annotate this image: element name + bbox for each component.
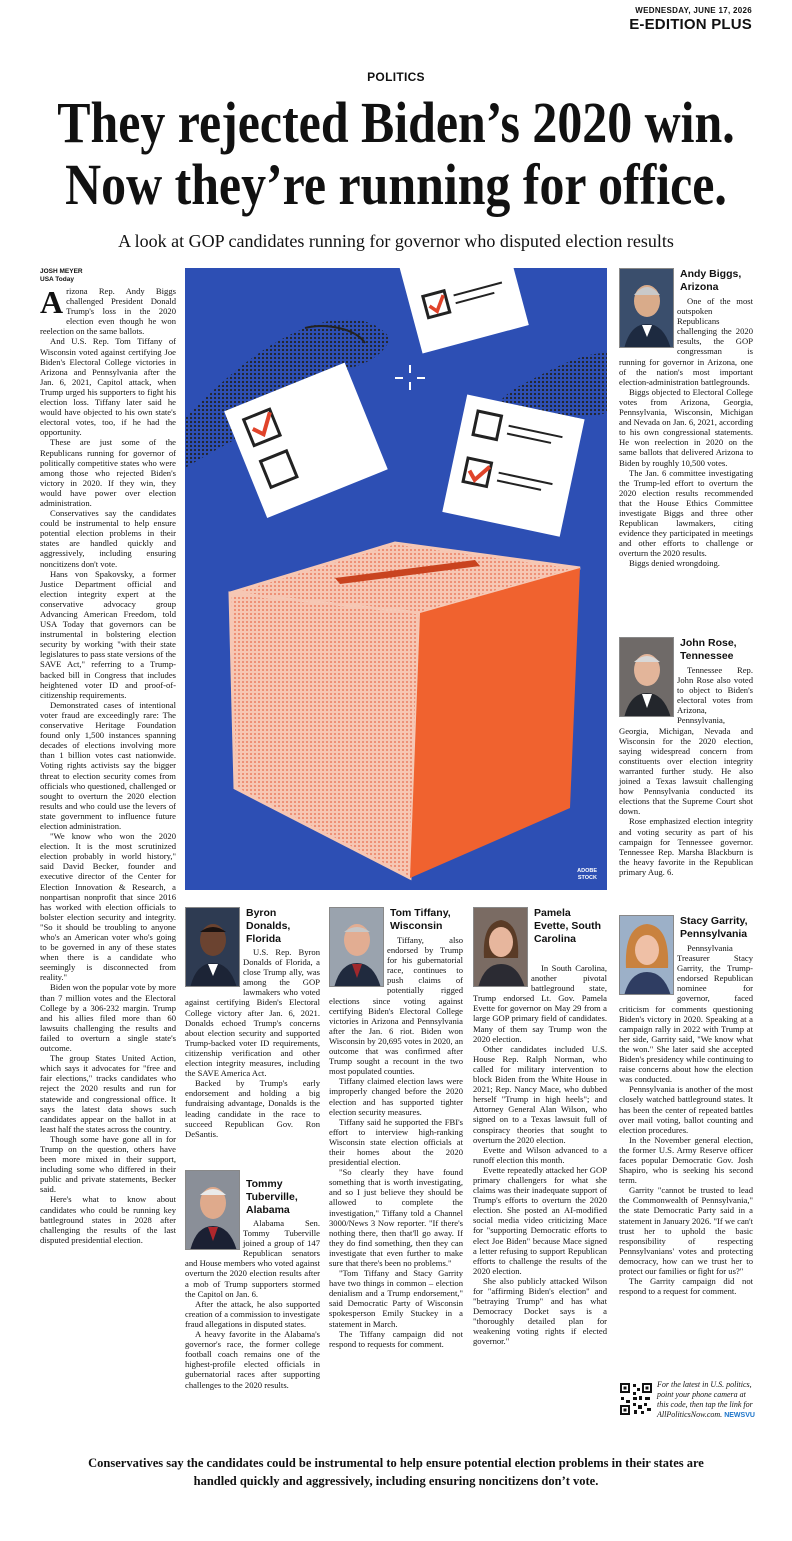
headline-line-1: They rejected Biden’s 2020 win. <box>57 90 735 155</box>
story-paragraph: These are just some of the Republicans running for governor of politically competitive states who were among those who rejected Biden's victory in 2020. If they win, they would have power over election administration. <box>40 437 176 508</box>
profile-name: Tommy Tuberville, Alabama <box>246 1178 298 1216</box>
newsvu-logo: NEWSVU <box>724 1412 755 1419</box>
byline-author: JOSH MEYER <box>40 268 83 275</box>
profile-body: Pennsylvania Treasurer Stacy Garrity, the Trump-endorsed Republican nominee for governor, faced criticism for comments questioning Biden's victory in 2020. Speaking at a campaign rally in 2022 with Trump at her side, Garrity said, "We know what the won." She later said she accepted Biden's presidency while continuing to raise concerns about how the election was conducted. Pennsylvania is another of the most closely watched battleground states. It has been the center of repeated battles over mail voting, ballot counting and election procedures. In the November general election, the former U.S. Army Reserve officer faces popular Democratic Gov. Josh Shapiro, who is seeking his second term. Garrity "cannot be trusted to lead the Commonwealth of Pennsylvania," the state Democratic Party said in a statement in January 2026. "If we can't trust her to uphold the basic responsibility of respecting Pennsylvanians' votes and protecting democracy, how can we trust her to protect our families or fight for us?" The Garrity campaign did not respond to a request for comment. <box>619 943 753 1297</box>
ballot-box-graphic <box>185 268 607 890</box>
profile-name: Tom Tiffany, Wisconsin <box>390 907 451 932</box>
section-label: POLITICS <box>367 70 425 84</box>
story-paragraph: Hans von Spakovsky, a former Justice Department official and election integrity expert at the conservative advocacy group Advancing American Freedom, told USA Today that governors can be instrumental in bolstering election security by working "with their state legislatures to pass state versions of the SAVE Act," referring to a Trump-backed bill in Congress that includes heightened voter ID and proof-of-citizenship requirements. <box>40 568 176 700</box>
edition-label: E-EDITION PLUS <box>629 16 752 33</box>
drop-cap: A <box>40 284 64 320</box>
story-paragraph: Though some have gone all in for Trump on the question, others have been more mixed in their support, including some who differed in their public and private statements, Becker said. <box>40 1133 176 1195</box>
ballot-right-graphic <box>442 394 584 536</box>
profile-name: John Rose, Tennessee <box>680 637 737 662</box>
profile-stacy-garrity <box>619 915 753 1375</box>
ballot-box-graphic-body <box>230 543 580 878</box>
ballot-box-illustration <box>185 268 607 890</box>
crosshair-icon <box>395 365 425 390</box>
art-credit: ADOBE STOCK <box>577 868 597 881</box>
qr-promo-text: For the latest in U.S. politics, point your phone camera at this code, then tap the link for AllPoliticsNow.com. NEWSVU <box>657 1380 755 1419</box>
story-paragraph: The group States United Action, which says it advocates for "free and fair elections," tracks candidates who reject the 2020 results and run for statewide and congressional office. It says the latest data shows such candidates appear on the ballot in at least half the states across the country. <box>40 1053 176 1134</box>
profile-body: One of the most outspoken Republicans challenging the 2020 results, the GOP congressman is running for governor in Arizona, one of the nation's most important election-administration battlegrounds. Biggs objected to Electoral College votes from Arizona, Georgia, Pennsylvania, Wisconsin, Michigan and Nevada on Jan. 6, 2021, according to his own congressional statements. He won reelection in 2020 on the same ballots that delivered Arizona to Biden by roughly 10,500 votes. The Jan. 6 committee investigating the Trump-led effort to overturn the 2020 election results recommended that the House Ethics Committee investigate Biggs and three other Republican lawmakers, citing evidence they participated in meetings and other efforts to challenge or overturn the 2020 results. Biggs denied wrongdoing. <box>619 296 753 569</box>
story-paragraph: Biden won the popular vote by more than 7 million votes and the Electoral College by a 306-232 margin. Trump and his allies filed more than 60 lawsuits challenging the results and failed to overturn a single state's outcome. <box>40 982 176 1054</box>
profile-pamela-evette <box>473 907 607 1438</box>
masthead <box>629 6 752 33</box>
byline-org: USA Today <box>40 276 74 283</box>
pull-quote: Conservatives say the candidates could be instrumental to help ensure potential election problems in their states are handled quickly and aggressively, including ensuring noncitizens don’t vote. <box>88 1456 704 1488</box>
profile-andy-biggs <box>619 268 753 628</box>
story-paragraph: Here's what to know about candidates who could be running key battleground states in 2028 after challenging the results of the last disputed presidential election. <box>40 1194 176 1245</box>
main-story-column <box>40 268 176 1438</box>
profile-name: Pamela Evette, South Carolina <box>534 907 602 945</box>
profile-body: Tiffany, also endorsed by Trump for his gubernatorial race, continues to push claims of potentially rigged elections since voting against certifying Biden's Electoral College victories in Arizona and Pennsylvania after the Jan. 6 riot. Biden won Wisconsin by 20,695 votes in 2020, an outcome that was confirmed after Trump sought a recount in the two most populated counties. Tiffany claimed election laws were improperly changed before the 2020 election and has supported tighter election security measures. Tiffany said he supported the FBI's effort to interview high-ranking Wisconsin state election officials at their homes about the 2020 presidential election. "So clearly they have found something that is worth investigating, and so I just believe they should be allowed to complete the investigation," Tiffany told a Channel 3000/News 3 Now reporter. "If there's nothing there, then that'll go away. If they do find something, then they can investigate that even further to make sure that there's been no problems." "Tom Tiffany and Stacy Garrity have two things in common – election denialism and a Trump endorsement," said Democratic Party of Wisconsin spokesperson Emily Stuckey in a statement in March. The Tiffany campaign did not respond to requests for comment. <box>329 935 463 1349</box>
profile-body: Tennessee Rep. John Rose also voted to object to Biden's electoral votes from Arizona, Pennsylvania, Georgia, Michigan, Nevada and Wisconsin for the 2020 election, saying widespread concern from constituents over election integrity warranted further study. He also joined a Texas lawsuit challenging how Pennsylvania conducted its elections that the Supreme Court shot down. Rose emphasized election integrity and voting security as part of his campaign for Tennessee governor. Tennessee Rep. Marsha Blackburn is the heavy favorite in the Republican primary Aug. 6. <box>619 665 753 877</box>
headline <box>55 92 736 216</box>
deck: A look at GOP candidates running for governor who disputed election results <box>118 231 674 251</box>
qr-code-icon[interactable] <box>619 1382 653 1416</box>
profile-name: Andy Biggs, Arizona <box>680 268 742 293</box>
edition-date: WEDNESDAY, JUNE 17, 2026 <box>635 6 752 15</box>
profile-tom-tiffany <box>329 907 463 1438</box>
story-paragraph: Demonstrated cases of intentional voter fraud are exceedingly rare: The conservative Heritage Foundation found only 1,500 instances spanning decades of elections involving more than 1 billion votes cast nationwide. Voting rights activists say the bigger threat to election security comes from officials who questioned, challenged or sought to overturn the 2020 election results and who could use the levers of state government to influence future election administration. <box>40 699 176 831</box>
story-paragraph: Conservatives say the candidates could be instrumental to help ensure potential election problems in their states are handled quickly and aggressively, including ensuring noncitizens don't vote. <box>40 508 176 569</box>
profile-byron-donalds <box>185 907 320 1157</box>
story-paragraph: "We know who won the 2020 election. It is the most scrutinized election probably in world history," said David Becker, founder and executive director of the Center for Election Innovation & Research, a nonpartisan nonprofit that since 2016 has worked with election officials to bolster election security and integrity. "So it should be troubling to anyone who's an American voter who's going to be governed in any of these states when there is a candidate who seemingly is disconnected from reality." <box>40 831 176 983</box>
profile-name: Stacy Garrity, Pennsylvania <box>680 915 748 940</box>
profile-john-rose <box>619 637 753 909</box>
profile-body: Alabama Sen. Tommy Tuberville joined a group of 147 Republican senators and House members who voted against overturn the 2020 election results after a mob of Trump supporters stormed the Capitol on Jan. 6. After the attack, he also supported creation of a commission to investigate fraud allegations in disputed states. A heavy favorite in the Alabama's governor's race, the former college football coach remains one of the highest-profile elected officials in gubernatorial races after supporting challenges to the 2020 results. <box>185 1218 320 1390</box>
headline-line-2: Now they’re running for office. <box>65 152 727 217</box>
profile-name: Byron Donalds, Florida <box>246 907 291 945</box>
profile-body: U.S. Rep. Byron Donalds of Florida, a close Trump ally, was among the GOP lawmakers who voted against certifying Biden's Electoral College victory after Jan. 6, 2021. Donalds echoed Trump's concerns about election security and supported Trump-backed voter ID requirements, citizenship verification and other election integrity measures, including the SAVE America Act. Backed by Trump's early endorsement and holding a big fundraising advantage, Donalds is the leading candidate in the race to succeed Republican Gov. Ron DeSantis. <box>185 947 320 1139</box>
profile-tommy-tuberville <box>185 1170 320 1438</box>
story-paragraph: Arizona Rep. Andy Biggs challenged President Donald Trump's loss in the 2020 election even though he won reelection on the same ballots. <box>40 284 176 337</box>
profile-body: In South Carolina, another pivotal battleground state, Trump endorsed Lt. Gov. Pamela Evette for governor on May 29 from a large GOP primary field of candidates. Many of them say Trump won the 2020 election. Other candidates included U.S. House Rep. Ralph Norman, who called for military intervention to block Biden from the White House in 2021; Rep. Nancy Mace, who dubbed herself "Trump in high heels"; and Attorney General Alan Wilson, who signed on to a Texas lawsuit full of conspiracy theories that sought to overturn the 2020 election. Evette and Wilson advanced to a runoff election this month. Evette repeatedly attacked her GOP primary challengers for what she claims was their inadequate support of Trump's efforts to overturn the 2020 election. She posted an AI-modified social media video criticizing Mace for "supporting Democratic efforts to elect Joe Biden" because Mace signed a letter refusing to support Republican efforts to challenge the results of the 2020 election. She also publicly attacked Wilson for "affirming Biden's election" and "betraying Trump" and has what Democracy Docket says is a "thoroughly detailed plan for weakening voting rights if elected governor." <box>473 963 607 1347</box>
ballot-top-graphic <box>399 268 529 353</box>
story-paragraph: And U.S. Rep. Tom Tiffany of Wisconsin voted against certifying Joe Biden's Electoral College victories in Arizona and Pennsylvania after the Jan. 6, 2021, Capitol attack, when Trump urged his supporters to fight his election loss. Tiffany later said he would have objected to his own state's electoral votes, too, if he had the opportunity. <box>40 336 176 438</box>
